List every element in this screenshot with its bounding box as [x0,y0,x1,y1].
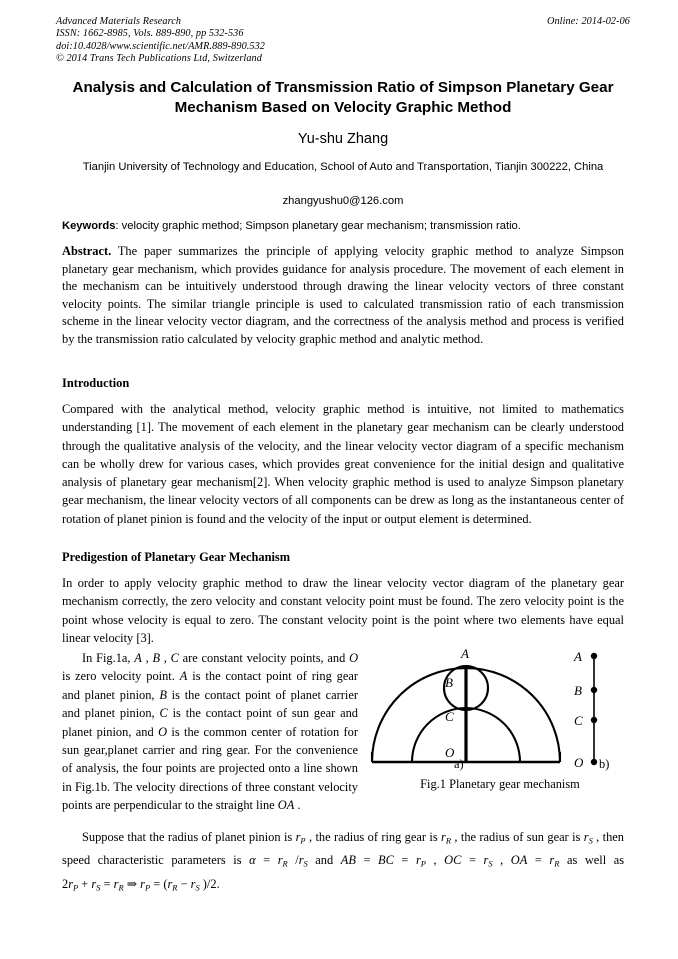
figure-b-label-C: C [574,713,583,728]
author-affiliation: Tianjin University of Technology and Education, School of Auto and Transportation, Tianjin 300222, China [82,161,604,173]
journal-name: Advanced Materials Research [56,16,182,27]
abstract-text: The paper summarizes the principle of applying velocity graphic method to analyze Simpson planetary gear mechanism, which provides guidance for analysis procedure. The movement of each element in the mechanism can be intuitively understood through drawing the linear velocity vectors of three constant velocity points. The similar triangle principle is used to calculated transmission ratio of each transmission scheme in the linear velocity vector diagram, and the correctness of the analysis method and process is verified by the transmission ratio calculated by velocity graphic method and analytic method. [62,244,624,346]
figure-subcaption-a: a) [454,757,464,771]
section-paragraph-predigestion: In order to apply velocity graphic method to draw the linear velocity vector diagram of the planetary gear mechanism correctly, the zero velocity and constant velocity point must be found. The zero velocity point is the point whose velocity is equal to zero. The constant velocity point is the point where two elements have equal linear velocity [3]. [62,576,624,645]
journal-header-top-row [56,16,630,28]
figure-a-label-C: C [445,709,454,724]
figure-1-graphic [366,640,626,800]
figure-a-label-O: O [445,745,455,760]
abstract-label: Abstract. [62,244,112,258]
figure-b-label-B: B [574,683,582,698]
author-name: Yu-shu Zhang [297,131,389,147]
figure-b-label-A: A [574,649,582,664]
figure-b-point-C [591,717,597,723]
abstract-block [62,243,624,349]
figure-a-label-B: B [445,675,453,690]
doi-line: doi:10.4028/www.scientific.net/AMR.889-890.532 [56,40,265,52]
figure-a-label-A: A [461,646,469,661]
figure-subcaption-b: b) [599,757,610,771]
keywords-label: Keywords [62,220,116,232]
section-paragraph-suppose: Suppose that the radius of planet pinion is $r_P$ , the radius of ring gear is $r_R$ , the radius of sun gear is $r_S$ , then speed characteristic parameters is $\alpha = r_R$ $/r_S$ and AB = BC = $r_P$ , OC = $r_S$ , OA = $r_R$ as well as $2r_P + r_S = r_R$ ⇒ $r_P = (r_R - r_S$ )/2. [62,830,625,893]
keywords-value: : velocity graphic method; Simpson planetary gear mechanism; transmission ratio. [115,220,521,232]
figure-b-point-B [591,687,597,693]
author-email: zhangyushu0@126.com [282,195,404,207]
issn-line: ISSN: 1662-8985, Vols. 889-890, pp 532-536 [56,28,244,40]
section-paragraph-introduction: Compared with the analytical method, velocity graphic method is intuitive, not limited to mathematics understanding [1]. The movement of each element in the planetary gear mechanism can be clearly understood through the qualitative analysis of the velocity, and the linear velocity vector diagram of a specific mechanism can be wholly drew for various cases, which provides great convenience for the initial design and qualitative analysis of planetary gear mechanism[2]. When velocity graphic method is used to analyze Simpson planetary gear mechanism, the linear velocity vectors of all components can be drew as long as the instantaneous center of rotation of planet pinion is found and the velocity of the input or output element is determined. [62,402,624,526]
keywords-line [62,219,624,234]
section-paragraph-figure-description: In Fig.1a, A , B , C are constant velocity points, and O is zero velocity point. A is the contact point of ring gear and planet pinion, B is the contact point of planet carrier and planet pinion, C is the contact point of sun gear and planet pinion, and O is the common center of rotation for sun gear,planet carrier and ring gear. For the convenience of analysis, the four points are projected onto a line shown in Fig.1b. The velocity directions of three constant velocity points are perpendicular to the straight line OA . [62,651,359,813]
journal-header [56,16,630,66]
figure-b-label-O: O [574,755,584,770]
figure-b-labels [573,649,584,770]
figure-subcaptions [366,757,628,773]
figure-a-diagram [372,666,560,762]
section-heading-introduction: Introduction [62,376,130,390]
online-date: Online: 2014-02-06 [546,16,630,27]
copyright-line: © 2014 Trans Tech Publications Ltd, Switzerland [56,53,262,65]
figure-b-point-A [591,653,597,659]
page-title: Analysis and Calculation of Transmission Ratio of Simpson Planetary Gear Mechanism Based on Velocity Graphic Method [72,79,614,116]
section-heading-predigestion: Predigestion of Planetary Gear Mechanism [62,550,291,564]
figure-caption: Fig.1 Planetary gear mechanism [420,777,580,791]
